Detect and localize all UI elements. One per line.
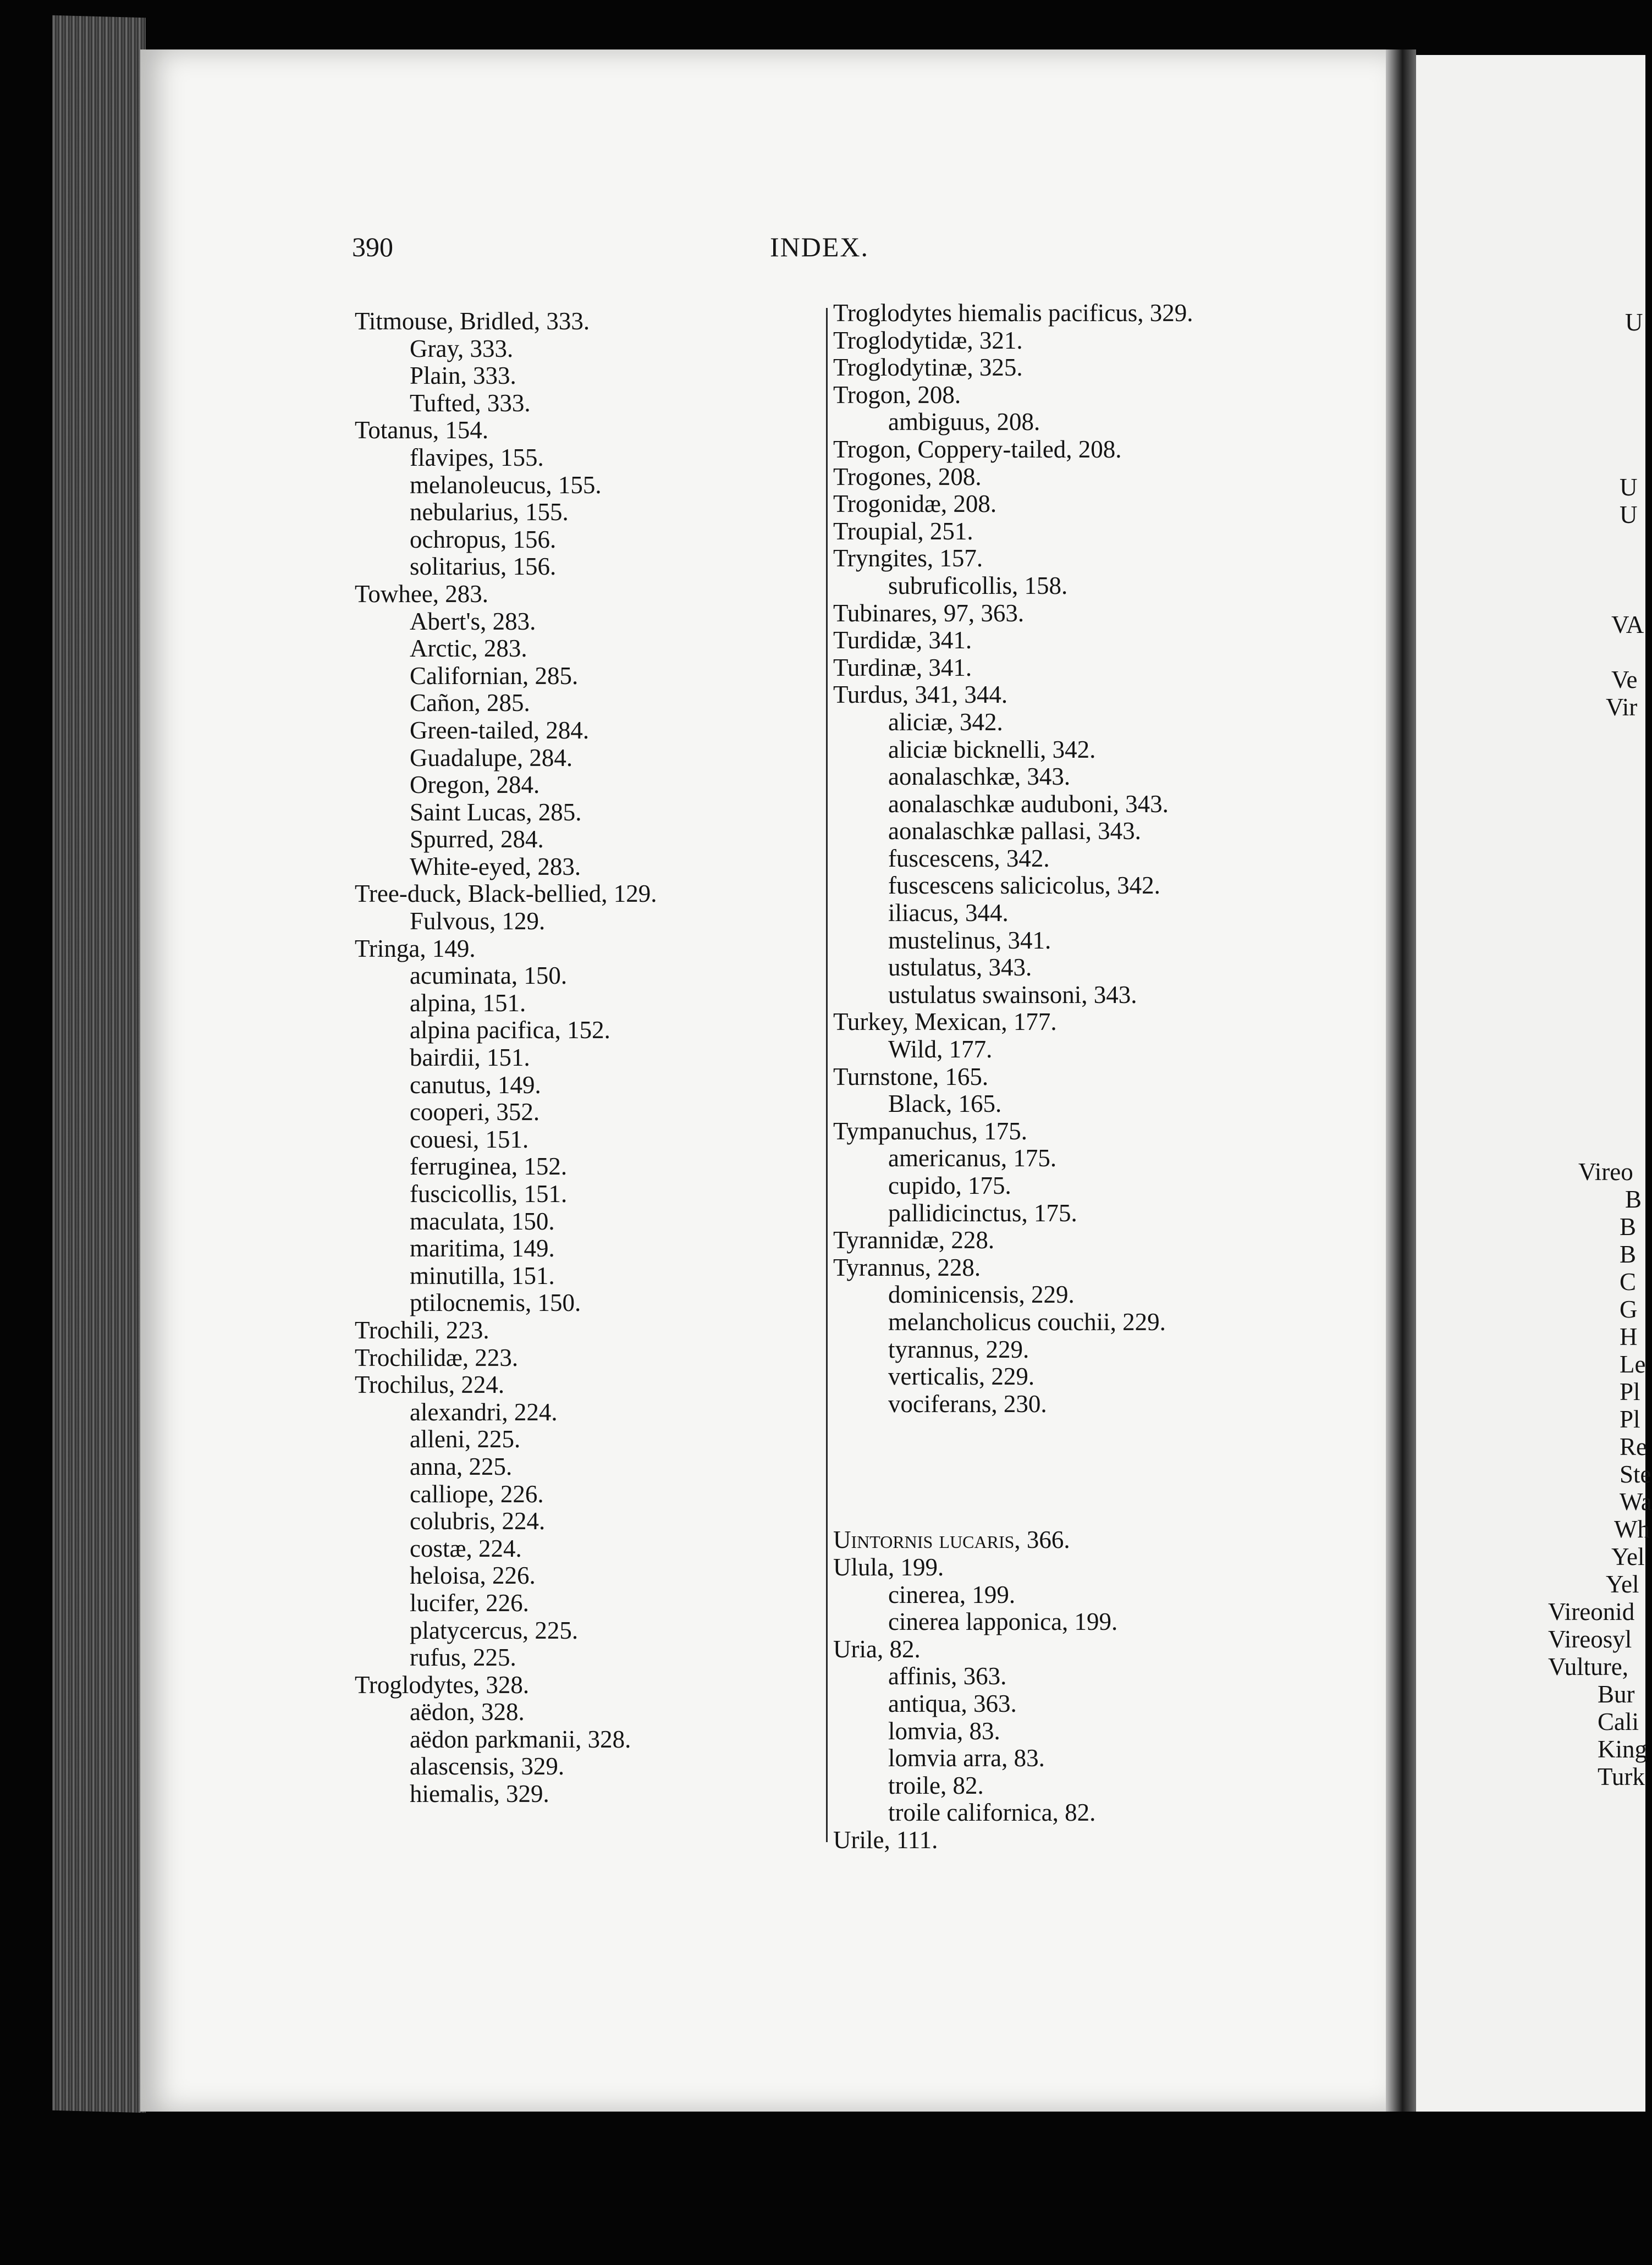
cut-off-text-fragment: Vir bbox=[1606, 693, 1638, 721]
cut-off-text-fragment: H bbox=[1620, 1323, 1638, 1351]
index-subentry: aonalaschkæ pallasi, 343. bbox=[888, 817, 1141, 845]
cut-off-text-fragment: Re bbox=[1620, 1433, 1647, 1461]
index-entry: Troglodytes, 328. bbox=[355, 1671, 530, 1699]
index-subentry: fuscescens, 342. bbox=[888, 844, 1050, 872]
index-entry: Towhee, 283. bbox=[355, 580, 489, 608]
index-entry: Trochilidæ, 223. bbox=[355, 1343, 519, 1371]
index-subentry: acuminata, 150. bbox=[410, 962, 568, 990]
cut-off-text-fragment: C bbox=[1620, 1268, 1637, 1296]
index-subentry: nebularius, 155. bbox=[410, 498, 569, 526]
index-subentry: flavipes, 155. bbox=[410, 443, 544, 471]
index-subentry: canutus, 149. bbox=[410, 1071, 541, 1099]
index-subentry: cinerea, 199. bbox=[888, 1580, 1016, 1608]
cut-off-text-fragment: U bbox=[1620, 473, 1638, 501]
index-subentry: anna, 225. bbox=[410, 1452, 513, 1480]
index-subentry: rufus, 225. bbox=[410, 1644, 516, 1672]
index-subentry: Fulvous, 129. bbox=[410, 907, 546, 935]
index-entry: Turdinæ, 341. bbox=[833, 653, 972, 681]
index-subentry: ochropus, 156. bbox=[410, 525, 557, 553]
index-subentry: aëdon, 328. bbox=[410, 1698, 525, 1726]
index-subentry: cupido, 175. bbox=[888, 1172, 1011, 1199]
index-entry: Ulula, 199. bbox=[833, 1553, 944, 1581]
index-subentry: lomvia arra, 83. bbox=[888, 1744, 1045, 1772]
index-subentry: maculata, 150. bbox=[410, 1207, 555, 1235]
index-subentry: cooperi, 352. bbox=[410, 1098, 540, 1126]
index-entry: Totanus, 154. bbox=[355, 416, 489, 444]
index-subentry: Arctic, 283. bbox=[410, 635, 527, 663]
index-subentry: vociferans, 230. bbox=[888, 1390, 1047, 1418]
index-subentry: ustulatus swainsoni, 343. bbox=[888, 980, 1137, 1008]
cut-off-text-fragment: Ste bbox=[1620, 1461, 1651, 1488]
index-subentry: mustelinus, 341. bbox=[888, 926, 1051, 954]
cut-off-text-fragment: Vireonid bbox=[1548, 1598, 1635, 1625]
cut-off-text-fragment: Turk bbox=[1598, 1763, 1645, 1790]
index-subentry: minutilla, 151. bbox=[410, 1261, 555, 1289]
index-subentry: heloisa, 226. bbox=[410, 1562, 536, 1590]
left-page bbox=[140, 49, 1386, 2112]
index-entry: Trogones, 208. bbox=[833, 462, 982, 491]
index-entry: Tympanuchus, 175. bbox=[833, 1117, 1028, 1145]
cut-off-text-fragment: Cali bbox=[1598, 1708, 1639, 1735]
cut-off-text-fragment: Vulture, bbox=[1548, 1653, 1629, 1680]
index-entry: Titmouse, Bridled, 333. bbox=[355, 307, 590, 335]
index-subentry: colubris, 224. bbox=[410, 1507, 546, 1535]
cut-off-text-fragment: Yel bbox=[1611, 1543, 1645, 1570]
index-subentry: verticalis, 229. bbox=[888, 1363, 1035, 1391]
running-head: INDEX. bbox=[770, 232, 869, 262]
index-subentry: calliope, 226. bbox=[410, 1480, 544, 1508]
index-entry: Tyrannus, 228. bbox=[833, 1253, 981, 1281]
index-subentry: aonalaschkæ auduboni, 343. bbox=[888, 790, 1169, 818]
index-subentry: Guadalupe, 284. bbox=[410, 743, 573, 771]
index-subentry: affinis, 363. bbox=[888, 1662, 1007, 1690]
index-subentry: bairdii, 151. bbox=[410, 1044, 530, 1072]
cut-off-text-fragment: G bbox=[1620, 1296, 1638, 1323]
index-subentry: melancholicus couchii, 229. bbox=[888, 1308, 1166, 1336]
index-subentry: troile, 82. bbox=[888, 1771, 984, 1799]
index-subentry: aliciæ bicknelli, 342. bbox=[888, 735, 1096, 763]
index-subentry: aëdon parkmanii, 328. bbox=[410, 1725, 631, 1753]
index-subentry: Saint Lucas, 285. bbox=[410, 798, 582, 826]
right-page bbox=[1416, 55, 1645, 2112]
cut-off-text-fragment: Le bbox=[1620, 1351, 1646, 1378]
cut-off-text-fragment: B bbox=[1625, 1186, 1642, 1213]
cut-off-text-fragment: King bbox=[1598, 1735, 1647, 1763]
index-entry: Urile, 111. bbox=[833, 1826, 938, 1854]
index-subentry: alpina pacifica, 152. bbox=[410, 1016, 610, 1044]
cut-off-text-fragment: Pl bbox=[1620, 1406, 1640, 1433]
index-subentry: troile californica, 82. bbox=[888, 1799, 1096, 1827]
index-entry: Tryngites, 157. bbox=[833, 544, 983, 572]
index-subentry: alpina, 151. bbox=[410, 989, 526, 1017]
index-subentry: platycercus, 225. bbox=[410, 1616, 579, 1644]
cut-off-text-fragment: B bbox=[1620, 1241, 1637, 1268]
index-subentry: Abert's, 283. bbox=[410, 607, 536, 635]
cut-off-text-fragment: Yel bbox=[1606, 1570, 1639, 1598]
index-subentry: Oregon, 284. bbox=[410, 771, 540, 799]
cut-off-text-fragment: Wa bbox=[1620, 1488, 1652, 1515]
index-subentry: americanus, 175. bbox=[888, 1144, 1057, 1172]
cut-off-text-fragment: Bur bbox=[1598, 1680, 1635, 1708]
index-subentry: Plain, 333. bbox=[410, 362, 516, 390]
index-entry: Turdidæ, 341. bbox=[833, 626, 972, 654]
index-entry: Uintornis lucaris, 366. bbox=[833, 1526, 1070, 1554]
index-entry: Turnstone, 165. bbox=[833, 1062, 989, 1090]
index-subentry: Tufted, 333. bbox=[410, 389, 531, 417]
index-subentry: solitarius, 156. bbox=[410, 553, 557, 581]
book-gutter bbox=[1386, 49, 1416, 2112]
index-column-right bbox=[833, 300, 1193, 1854]
cut-off-text-fragment: U bbox=[1620, 501, 1638, 528]
index-subentry: pallidicinctus, 175. bbox=[888, 1199, 1077, 1227]
index-subentry: aliciæ, 342. bbox=[888, 708, 1003, 736]
index-subentry: Gray, 333. bbox=[410, 334, 514, 362]
index-subentry: fuscescens salicicolus, 342. bbox=[888, 872, 1160, 900]
index-subentry: maritima, 149. bbox=[410, 1235, 555, 1263]
cut-off-text-fragment: VA bbox=[1611, 611, 1644, 638]
cut-off-text-fragment: Vireosyl bbox=[1548, 1625, 1632, 1653]
index-subentry: tyrannus, 229. bbox=[888, 1335, 1029, 1363]
index-subentry: alascensis, 329. bbox=[410, 1753, 565, 1781]
index-entry: Turkey, Mexican, 177. bbox=[833, 1008, 1057, 1036]
cut-off-text-fragment: Wh bbox=[1614, 1515, 1650, 1543]
index-subentry: alleni, 225. bbox=[410, 1425, 521, 1453]
index-entry: Trogonidæ, 208. bbox=[833, 490, 997, 518]
index-entry: Tree-duck, Black-bellied, 129. bbox=[355, 880, 657, 908]
index-entry: Trochili, 223. bbox=[355, 1316, 489, 1344]
index-subentry: dominicensis, 229. bbox=[888, 1281, 1075, 1309]
index-entry: Trogon, Coppery-tailed, 208. bbox=[833, 435, 1122, 463]
index-entry: Troupial, 251. bbox=[833, 517, 973, 545]
index-entry: Troglodytidæ, 321. bbox=[833, 326, 1023, 354]
index-subentry: antiqua, 363. bbox=[888, 1689, 1017, 1717]
cut-off-text-fragment: Pl bbox=[1620, 1378, 1640, 1406]
index-subentry: alexandri, 224. bbox=[410, 1398, 558, 1426]
index-subentry: Californian, 285. bbox=[410, 662, 579, 690]
cut-off-text-fragment: B bbox=[1620, 1213, 1637, 1241]
index-subentry: lucifer, 226. bbox=[410, 1589, 529, 1617]
index-subentry: ferruginea, 152. bbox=[410, 1153, 568, 1181]
index-entry: Tringa, 149. bbox=[355, 934, 476, 962]
index-entry: Turdus, 341, 344. bbox=[833, 681, 1008, 709]
index-entry: Troglodytes hiemalis pacificus, 329. bbox=[833, 299, 1193, 327]
index-entry: Trogon, 208. bbox=[833, 381, 961, 409]
column-gap bbox=[833, 1418, 1193, 1472]
index-subentry: costæ, 224. bbox=[410, 1534, 522, 1562]
index-subentry: Green-tailed, 284. bbox=[410, 716, 590, 744]
index-subentry: Wild, 177. bbox=[888, 1035, 993, 1063]
index-subentry: ptilocnemis, 150. bbox=[410, 1289, 581, 1317]
index-subentry: Spurred, 284. bbox=[410, 825, 544, 853]
index-subentry: couesi, 151. bbox=[410, 1125, 529, 1153]
page-number: 390 bbox=[352, 232, 393, 262]
index-subentry: Cañon, 285. bbox=[410, 689, 530, 717]
index-subentry: ustulatus, 343. bbox=[888, 954, 1032, 982]
book-page-edges bbox=[52, 15, 146, 2113]
index-entry: Troglodytinæ, 325. bbox=[833, 354, 1023, 382]
index-subentry: hiemalis, 329. bbox=[410, 1780, 549, 1808]
column-gap bbox=[833, 1472, 1193, 1526]
index-subentry: subruficollis, 158. bbox=[888, 571, 1068, 599]
column-rule bbox=[826, 308, 828, 1842]
index-entry: Uria, 82. bbox=[833, 1635, 921, 1663]
index-subentry: aonalaschkæ, 343. bbox=[888, 763, 1071, 791]
index-subentry: iliacus, 344. bbox=[888, 899, 1009, 927]
cut-off-text-fragment: Ve bbox=[1611, 666, 1638, 693]
index-subentry: White-eyed, 283. bbox=[410, 852, 581, 880]
index-column-left bbox=[355, 308, 657, 1808]
index-entry: Tubinares, 97, 363. bbox=[833, 599, 1025, 627]
cut-off-text-fragment: U bbox=[1625, 308, 1643, 336]
index-entry: Tyrannidæ, 228. bbox=[833, 1226, 995, 1254]
index-subentry: Black, 165. bbox=[888, 1090, 1002, 1118]
index-subentry: fuscicollis, 151. bbox=[410, 1180, 568, 1208]
index-subentry: cinerea lapponica, 199. bbox=[888, 1608, 1118, 1636]
cut-off-text-fragment: Vireo bbox=[1578, 1158, 1633, 1186]
index-subentry: melanoleucus, 155. bbox=[410, 471, 602, 499]
index-subentry: lomvia, 83. bbox=[888, 1717, 1000, 1745]
index-subentry: ambiguus, 208. bbox=[888, 408, 1040, 436]
index-entry: Trochilus, 224. bbox=[355, 1371, 505, 1399]
